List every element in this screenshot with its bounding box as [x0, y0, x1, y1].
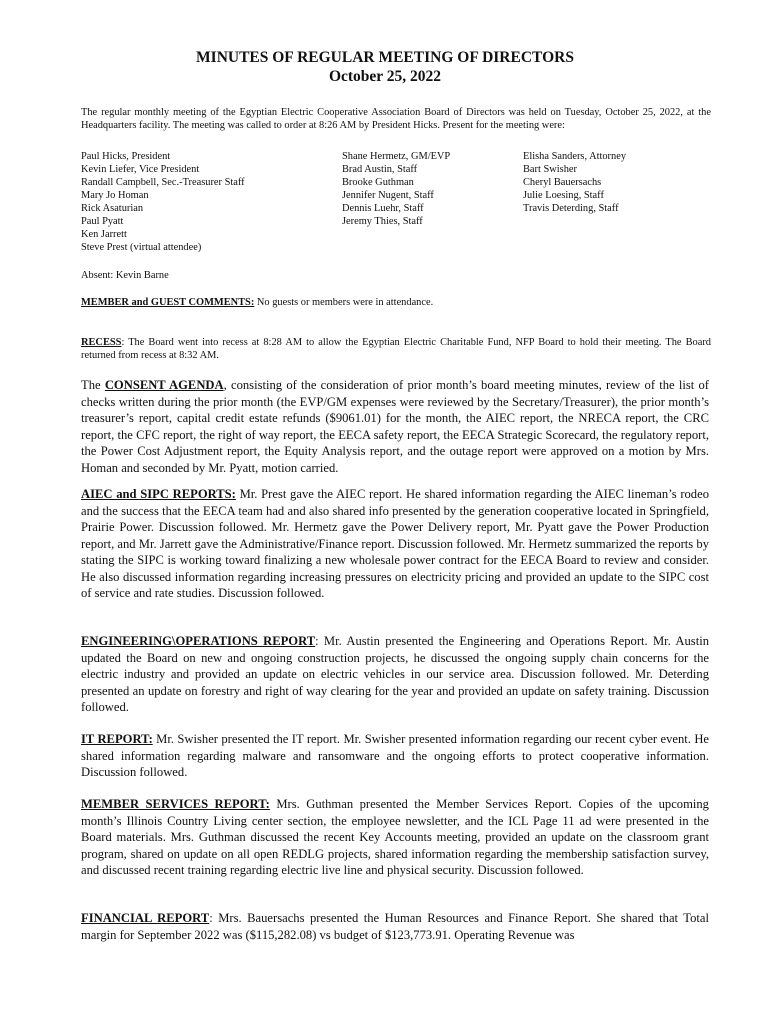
consent-agenda-text: , consisting of the consideration of prior month’s board meeting minutes, review of the list of checks written during the prior month (the EVP/GM expenses were reviewed by the Secretary/Treasurer), the prior month’s treasurer’s report, capital credit estate refunds ($9061.01) for the month, the AIEC report, the NRECA report, the CRC report, the CFC report, the right of way report, the EECA safety report, the EECA Strategic Scorecard, the regulatory report, the Power Cost Adjustment report, the Equity Analysis report, and the outage report were approved on a motion by Mrs. Homan and seconded by Mr. Pyatt, motion carried. [81, 378, 709, 475]
attendee: Rick Asaturian [81, 203, 144, 214]
attendee: Bart Swisher [523, 164, 577, 175]
attendees-column-2 [342, 150, 450, 228]
attendee: Brad Austin, Staff [342, 164, 418, 175]
it-report-section [81, 731, 709, 781]
attendee: Jennifer Nugent, Staff [342, 190, 434, 201]
member-comments-heading: MEMBER and GUEST COMMENTS: [81, 297, 255, 308]
aiec-sipc-heading: AIEC and SIPC REPORTS: [81, 487, 236, 501]
recess-text: : The Board went into recess at 8:28 AM to allow the Egyptian Electric Charitable Fund, NFP Board to hold their meeting. The Board returned from recess at 8:32 AM. [81, 337, 711, 361]
member-services-section [81, 796, 709, 879]
attendee: Steve Prest (virtual attendee) [81, 242, 202, 253]
it-report-heading: IT REPORT: [81, 732, 153, 746]
attendee: Julie Loesing, Staff [523, 190, 604, 201]
engineering-operations-section [81, 633, 709, 716]
attendee: Paul Hicks, President [81, 151, 171, 162]
financial-report-text: : Mrs. Bauersachs presented the Human Resources and Finance Report. She shared that Total margin for September 2022 was ($115,282.08) vs budget of $123,773.91. Operating Revenue was [81, 911, 710, 942]
attendee: Ken Jarrett [81, 229, 127, 240]
attendee: Travis Deterding, Staff [523, 203, 619, 214]
engineering-operations-heading: ENGINEERING\OPERATIONS REPORT [81, 634, 316, 648]
attendee: Kevin Liefer, Vice President [81, 164, 200, 175]
consent-agenda-heading: CONSENT AGENDA [104, 378, 224, 392]
attendee: Dennis Luehr, Staff [342, 203, 424, 214]
attendee: Randall Campbell, Sec.-Treasurer Staff [81, 177, 245, 188]
consent-prefix: The [81, 378, 105, 392]
attendee: Shane Hermetz, GM/EVP [342, 151, 451, 162]
engineering-operations-text: : Mr. Austin presented the Engineering and Operations Report. Mr. Austin updated the Board on new and ongoing construction projects, he discussed the ongoing supply chain concerns for the electric industry and provided an update on electric vehicles in our service area. Discussion followed. Mr. Deterding presented an update on forestry and right of way clearing for the year and provided an update on safety training. Discussion followed. [81, 634, 710, 714]
attendees-column-3 [523, 150, 626, 215]
member-services-heading: MEMBER SERVICES REPORT: [81, 797, 270, 811]
attendee: Mary Jo Homan [81, 190, 149, 201]
recess-section [81, 336, 711, 362]
attendee: Cheryl Bauersachs [523, 177, 602, 188]
member-comments-text: No guests or members were in attendance. [254, 297, 434, 308]
it-report-text: Mr. Swisher presented the IT report. Mr. Swisher presented information regarding our recent cyber event. He shared information regarding malware and ransomware and the ongoing efforts to protect cooperative information. Discussion followed. [81, 732, 709, 779]
financial-report-section [81, 910, 709, 943]
aiec-sipc-section [81, 486, 709, 602]
document-title: MINUTES OF REGULAR MEETING OF DIRECTORS [196, 49, 574, 66]
member-comments-section [81, 296, 711, 309]
attendee: Paul Pyatt [81, 216, 124, 227]
attendee: Jeremy Thies, Staff [342, 216, 423, 227]
intro-paragraph: The regular monthly meeting of the Egyptian Electric Cooperative Association Board of Directors was held on Tuesday, October 25, 2022, at the Headquarters facility. The meeting was called to order at 8:26 AM by President Hicks. Present for the meeting were: [81, 107, 711, 131]
absent-line: Absent: Kevin Barne [81, 270, 169, 281]
aiec-sipc-text: Mr. Prest gave the AIEC report. He shared information regarding the AIEC lineman’s rodeo and the success that the EECA team had and also shared info presented by the generation cooperative located in Springfield, Prairie Power. Discussion followed. Mr. Hermetz gave the Power Delivery report, Mr. Pyatt gave the Power Production report, and Mr. Jarrett gave the Administrative/Finance report. Discussion followed. Mr. Hermetz summarized the reports by stating the SIPC is working toward finalizing a new wholesale power contract for the EECA Board to review and consider. He also discussed information regarding increasing pressures on electricity pricing and provided an update to the SIPC cost of service and rate studies. Discussion followed. [81, 487, 709, 600]
meeting-date: October 25, 2022 [328, 68, 442, 85]
attendee: Brooke Guthman [342, 177, 414, 188]
recess-heading: RECESS [81, 337, 122, 348]
member-services-text: Mrs. Guthman presented the Member Services Report. Copies of the upcoming month’s Illinois Country Living center section, the employee newsletter, and the ICL Page 11 ad were presented in the Board materials. Mrs. Guthman discussed the recent Key Accounts meeting, provided an update on the classroom grant program, shared on update on all open REDLG projects, shared information regarding the membership satisfaction survey, and discussed recent training regarding electric live line and physical security. Discussion followed. [81, 797, 709, 877]
financial-report-heading: FINANCIAL REPORT [81, 911, 210, 925]
attendees-column-1 [81, 150, 245, 254]
consent-agenda-section [81, 377, 709, 476]
attendee: Elisha Sanders, Attorney [523, 151, 627, 162]
